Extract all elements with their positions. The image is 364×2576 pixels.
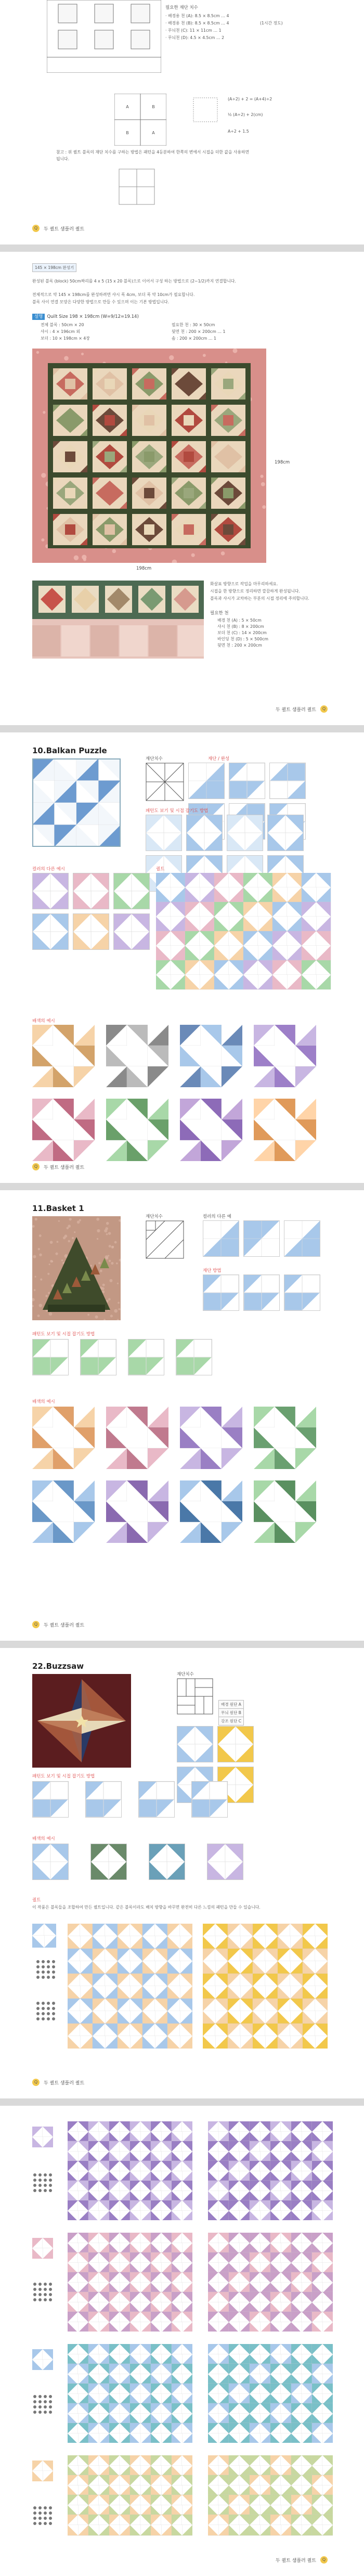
pattern-tile	[128, 1339, 164, 1375]
pattern-block	[32, 1480, 95, 1543]
pattern-tile	[176, 1339, 212, 1375]
pattern-tile	[284, 1220, 320, 1257]
pattern-tile	[85, 1781, 122, 1818]
step-title	[32, 313, 139, 319]
cut-list-1: · 배경용 천 (A): 8.5 × 8.5cm … 4	[165, 14, 229, 18]
page-6	[0, 2106, 364, 2576]
cut-size-label: 필요한 재단 치수	[165, 5, 198, 10]
quilt-layout-b	[203, 1924, 328, 2049]
legend-3: 보더 천 (C) : 14 × 200cm	[217, 630, 267, 635]
color-label: 배색의 예시	[32, 1399, 55, 1405]
pattern-tile	[73, 873, 109, 909]
pattern-tile	[243, 1220, 280, 1257]
other-label: 컬러의 다른 예	[203, 1214, 231, 1219]
seam-steps	[32, 1339, 212, 1375]
block-label: 재단치수	[177, 1672, 194, 1677]
page-badge-icon: Q	[32, 2079, 40, 2086]
pattern-tile	[146, 815, 182, 851]
quilt-layout	[208, 2455, 333, 2539]
pattern-title: 10.Balkan Puzzle	[32, 746, 107, 755]
legend-1: 배경 천 (A) : 5 × 50cm	[217, 618, 262, 623]
color-examples	[32, 1844, 254, 1880]
footer-text: 두 퀼트 샘플러 퀼트	[44, 2080, 85, 2086]
formula-1: (A÷2) + 2 = (A+4)÷2	[228, 97, 272, 101]
cut-size-red: 재단 / 완성	[208, 756, 230, 762]
footer-text: 두 퀼트 샘플러 퀼트	[275, 2558, 316, 2564]
color-label: 배색의 예시	[32, 1836, 55, 1841]
quilt-layout	[156, 873, 333, 991]
small-block	[32, 2349, 53, 2370]
page-badge-icon: Q	[32, 225, 40, 232]
triangle-unit-diagram	[119, 169, 155, 205]
intro-line-3: 블록 사이 연결 모양은 다양한 방법으로 만들 수 있으며 이는 기본 방법입니다.	[32, 300, 170, 304]
cropped-grid-block	[47, 0, 161, 73]
pattern-block	[32, 1407, 95, 1469]
page-2	[0, 252, 364, 725]
chip-2: 무늬 원단 B	[218, 1708, 244, 1717]
color-example-label: 배색의 예시	[32, 1019, 55, 1024]
block-label: 재단치수	[146, 1214, 163, 1219]
legend-5: 뒷면 천 : 200 × 200cm	[217, 643, 262, 648]
dim-side: 198cm	[275, 460, 290, 465]
intro-line-2: 전체적으로 약 145 × 198cm를 완성하려면 샤시 폭 4cm, 보더 폭 약 10cm가 필요합니다.	[32, 292, 195, 297]
pattern-tile	[207, 1844, 243, 1880]
page-badge-icon: Q	[32, 1621, 40, 1628]
page-5	[0, 1648, 364, 2098]
svg-text:B: B	[152, 105, 155, 109]
spec-line-1: 전체 블록 : 50cm × 20	[41, 323, 84, 327]
footer	[32, 225, 84, 232]
color-label: 컬러의 다른 예시	[32, 867, 65, 872]
color-examples	[32, 1407, 316, 1543]
block-diagram	[146, 763, 184, 801]
footer	[276, 2556, 328, 2564]
page-badge-icon: Q	[320, 705, 328, 713]
page-badge-icon: Q	[320, 2556, 328, 2564]
pattern-block	[106, 1099, 168, 1161]
svg-text:A: A	[152, 131, 155, 135]
pattern-tile	[191, 1781, 228, 1818]
spec-line-2: 샤시 : 4 × 196cm 외	[41, 329, 80, 334]
footer	[32, 1621, 84, 1628]
right-spec-1: 필요한 천 : 30 × 50cm	[172, 323, 215, 327]
footer	[32, 2079, 84, 2086]
cut-list-4: · 무늬천 (D): 4.5 × 4.5cm … 2	[165, 35, 225, 40]
small-block	[32, 2461, 53, 2481]
pattern-tile	[113, 913, 150, 950]
pattern-tile	[267, 815, 304, 851]
pattern-tile	[177, 1726, 213, 1762]
dim-bottom: 198cm	[136, 566, 152, 571]
legend-2: 샤시 천 (B) : 8 × 200cm	[217, 624, 264, 629]
footer-text: 두 퀼트 샘플러 퀼트	[44, 226, 85, 232]
pattern-block	[32, 1025, 95, 1087]
page-4	[0, 1190, 364, 1641]
dot-grid	[36, 2002, 55, 2020]
dot-grid	[36, 1960, 55, 1979]
seam-label: 패턴도 보기 및 시접 잡기도 방법	[32, 1332, 95, 1337]
block-diagram	[114, 94, 166, 146]
page-1	[0, 0, 364, 244]
small-block	[32, 2238, 53, 2259]
pattern-tile	[243, 1274, 280, 1311]
pattern-tile	[229, 763, 265, 799]
cut-list-3: · 무늬천 (C): 11 × 11cm … 1	[165, 28, 222, 33]
pattern-tile	[269, 763, 306, 799]
pattern-tile	[73, 913, 109, 950]
pattern-block	[106, 1407, 168, 1469]
pattern-tile	[188, 763, 225, 799]
pattern-block	[106, 1025, 168, 1087]
dot-grid	[33, 2283, 52, 2301]
pattern-tile	[90, 1844, 127, 1880]
unit-diagrams	[203, 1220, 320, 1257]
pattern-block	[32, 1099, 95, 1161]
side-note: (1시간 정도)	[260, 21, 283, 25]
dot-grid	[33, 2173, 52, 2192]
pattern-title: 11.Basket 1	[32, 1204, 84, 1213]
pattern-tile	[113, 873, 150, 909]
pattern-tile	[186, 815, 223, 851]
page-3	[0, 732, 364, 1183]
quilt-section-photo	[32, 581, 204, 659]
right-spec-2: 뒷면 천 : 200 × 200cm … 1	[172, 329, 226, 334]
pattern-block	[106, 1480, 168, 1543]
buzzsaw-photo	[32, 1674, 131, 1768]
footer-text: 두 퀼트 샘플러 퀼트	[275, 707, 316, 713]
quilt-text: 이 작품은 블록들을 조합하여 만든 퀼트입니다. 같은 블록이라도 배치 방향을 바꾸면 완전히 다른 느낌의 패턴을 만들 수 있습니다.	[32, 1905, 261, 1910]
quilt-layout-a	[68, 1924, 192, 2049]
pattern-title: 22.Buzzsaw	[32, 1661, 84, 1671]
block-diagram	[177, 1678, 213, 1715]
note-text: 참고 : 위 퀼트 블록의 재단 치수를 구하는 방법은 패턴을 4등분하여 한쪽의 변에서 시접을 더한 값을 사용하면 됩니다.	[56, 150, 250, 161]
step-title-text: Quilt Size 198 × 198cm (W=9/12=19.14)	[47, 314, 139, 319]
pattern-block	[254, 1480, 316, 1543]
small-block	[32, 1924, 56, 1948]
small-block	[32, 2127, 53, 2147]
footer-text: 두 퀼트 샘플러 퀼트	[44, 1165, 85, 1170]
pattern-tile	[80, 1339, 116, 1375]
cut-diagrams	[203, 1274, 320, 1311]
seam-label: 패턴도 보기 및 시접 잡기도 방법	[32, 1774, 95, 1779]
cut-square	[192, 97, 218, 123]
footer-text: 두 퀼트 샘플러 퀼트	[44, 1622, 85, 1628]
quilt-layout	[68, 2344, 192, 2443]
pattern-block	[180, 1025, 242, 1087]
size-tag: 145 × 198cm 완성기	[32, 263, 76, 272]
bottom-text-3: 블록과 샤시가 교차하는 부분의 시접 정리에 주의합니다.	[210, 596, 309, 601]
color-variations	[32, 873, 150, 950]
pattern-tile	[32, 1844, 69, 1880]
color-examples	[32, 1025, 316, 1161]
dot-grid	[33, 2395, 52, 2414]
seam-label: 패턴도 보기 및 시접 잡기도 방법	[146, 808, 209, 814]
pattern-tile	[32, 913, 69, 950]
quilt-layout	[68, 2233, 192, 2332]
pattern-block	[180, 1480, 242, 1543]
chip-1: 배경 원단 A	[218, 1700, 244, 1709]
quilt-layout	[68, 2455, 192, 2539]
pattern-tile	[138, 1781, 175, 1818]
right-spec-3: 솜 : 200 × 200cm … 1	[172, 336, 216, 341]
pattern-tile	[32, 1781, 69, 1818]
pattern-block	[254, 1407, 316, 1469]
quilt-layout	[208, 2233, 333, 2332]
step-badge: 설명	[32, 314, 45, 320]
block-diagram	[146, 1220, 184, 1259]
legend-4: 바인딩 천 (D) : 5 × 500cm	[217, 637, 268, 641]
seam-steps	[32, 1781, 233, 1818]
intro-line-1: 완성된 블록 (block) 50cm짜리를 4 x 5 (15 x 20 블록)으로 이어서 구성 하는 방법으로 (2~1/2)까지 연결합니다.	[32, 279, 236, 284]
balkan-puzzle-photo	[32, 758, 121, 847]
pattern-block	[254, 1099, 316, 1161]
pattern-block	[254, 1025, 316, 1087]
svg-text:B: B	[126, 131, 129, 135]
quilt-label: 퀼트	[32, 1898, 41, 1903]
bottom-text-2: 시접을 한 방향으로 정리하면 깔끔하게 완성됩니다.	[210, 589, 301, 594]
pattern-tile	[284, 1274, 320, 1311]
bottom-text-1: 화살표 방향으로 작업을 마무리하세요.	[210, 582, 278, 586]
quilt-layout	[208, 2344, 333, 2443]
pattern-tile	[149, 1844, 185, 1880]
formula-2: ½ (A÷2) + 2(cm)	[228, 112, 263, 117]
quilt-layout	[208, 2121, 333, 2220]
pattern-tile	[203, 1274, 239, 1311]
pattern-block	[180, 1407, 242, 1469]
pattern-tile	[217, 1726, 254, 1762]
formula-3: A÷2 + 1.5	[228, 129, 249, 134]
page-badge-icon: Q	[32, 1163, 40, 1170]
chip-3: 강조 원단 C	[218, 1717, 244, 1725]
footer	[276, 705, 328, 713]
footer	[32, 1163, 84, 1170]
svg-text:A: A	[126, 105, 129, 109]
spec-line-3: 보더 : 10 × 198cm × 4장	[41, 336, 90, 341]
pattern-tile	[227, 815, 263, 851]
cut-list-2: · 배경용 천 (B): 8.5 × 8.5cm … 4	[165, 21, 229, 25]
legend-title: 필요한 천	[210, 611, 229, 616]
quilt-label: 퀼트	[156, 867, 165, 872]
pattern-tile	[32, 873, 69, 909]
quilt-layout	[68, 2121, 192, 2220]
cut-label: 재단 방법	[203, 1268, 222, 1273]
basket-photo	[32, 1216, 121, 1320]
pattern-block	[180, 1099, 242, 1161]
pattern-tile	[203, 1220, 239, 1257]
dot-grid	[33, 2506, 52, 2525]
block-label: 재단치수	[146, 756, 163, 762]
pattern-tile	[32, 1339, 69, 1375]
sampler-quilt-photo	[32, 349, 266, 563]
